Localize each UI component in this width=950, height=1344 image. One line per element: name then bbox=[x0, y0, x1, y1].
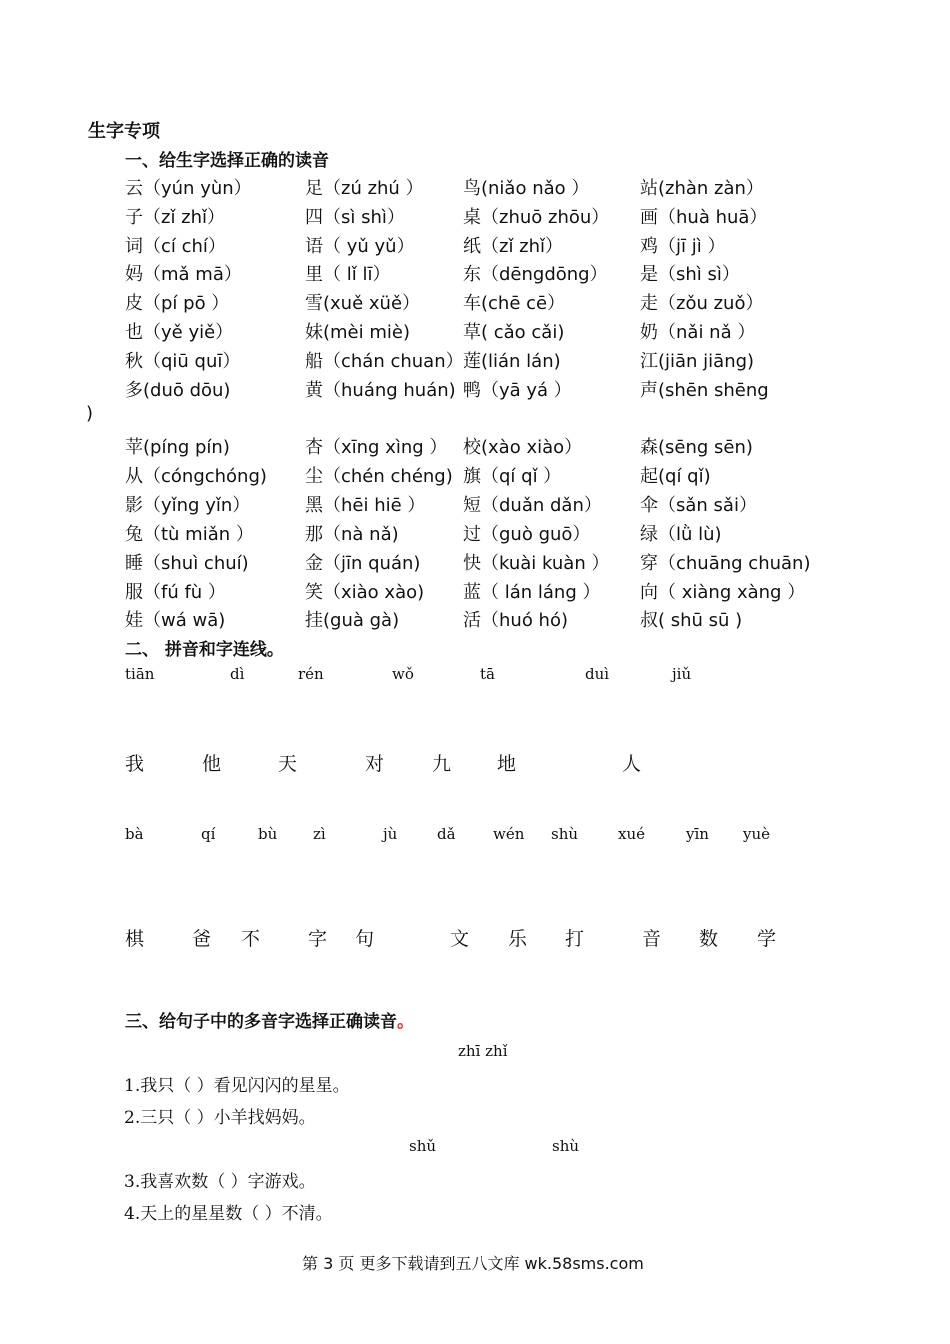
reading-choice-item: 影（yǐng yǐn） bbox=[125, 495, 251, 516]
pinyin-option-shu3: shǔ bbox=[409, 1137, 437, 1155]
reading-choice-item: 蓝（ lán láng ） bbox=[463, 582, 601, 603]
reading-choice-item: 纸（zǐ zhǐ） bbox=[463, 236, 564, 257]
reading-choice-item: 活（huó hó) bbox=[463, 610, 568, 631]
sentence-2: 2.三只（ ）小羊找妈妈。 bbox=[124, 1108, 316, 1128]
reading-choice-item: 兔（tù miǎn ） bbox=[125, 524, 254, 545]
pinyin-item: tiān bbox=[125, 665, 155, 683]
reading-choice-item: 云（yún yùn） bbox=[125, 178, 252, 199]
wrap-bracket: ) bbox=[86, 403, 94, 424]
sentence-4: 4.天上的星星数（ ）不清。 bbox=[124, 1204, 333, 1224]
reading-choice-item: 尘（chén chéng) bbox=[305, 466, 453, 487]
reading-choice-item: 旗（qí qǐ ） bbox=[463, 466, 562, 487]
reading-choice-item: 叔( shū sū ) bbox=[640, 610, 743, 631]
reading-choice-item: 笑（xiào xào) bbox=[305, 582, 425, 603]
sentence-1: 1.我只（ ）看见闪闪的星星。 bbox=[124, 1076, 350, 1096]
hanzi-item: 爸 bbox=[192, 928, 212, 950]
reading-choice-item: 里（ lǐ lī） bbox=[305, 264, 391, 285]
reading-choice-item: 黄（huáng huán) bbox=[305, 380, 456, 401]
reading-choice-item: 草( cǎo cǎi) bbox=[463, 322, 565, 343]
reading-choice-item: 画（huà huā） bbox=[640, 207, 768, 228]
reading-choice-item: 妈（mǎ mā） bbox=[125, 264, 242, 285]
pinyin-item: dì bbox=[230, 665, 245, 683]
reading-choice-item: 妹(mèi miè) bbox=[305, 322, 410, 343]
reading-choice-item: 校(xào xiào） bbox=[463, 437, 583, 458]
pinyin-item: dǎ bbox=[437, 825, 456, 843]
reading-choice-item: 多(duō dōu) bbox=[125, 380, 231, 401]
hanzi-item: 音 bbox=[642, 928, 662, 950]
reading-choice-item: 声(shēn shēng bbox=[640, 380, 769, 401]
hanzi-item: 句 bbox=[355, 928, 375, 950]
hanzi-item: 棋 bbox=[125, 928, 145, 950]
hanzi-item: 学 bbox=[757, 928, 777, 950]
pinyin-item: jiǔ bbox=[672, 665, 692, 683]
hanzi-item: 对 bbox=[365, 753, 385, 775]
reading-choice-item: 船（chán chuan） bbox=[305, 351, 464, 372]
page-title: 生字专项 bbox=[88, 121, 160, 142]
reading-choice-item: 语（ yǔ yǔ） bbox=[305, 236, 415, 257]
section2-heading: 二、 拼音和字连线。 bbox=[125, 640, 284, 660]
pinyin-item: wǒ bbox=[392, 665, 414, 683]
pinyin-item: xué bbox=[618, 825, 645, 843]
reading-choice-item: 皮（pí pō ） bbox=[125, 293, 230, 314]
reading-choice-item: 子（zǐ zhǐ） bbox=[125, 207, 226, 228]
reading-choice-item: 也（yě yiě） bbox=[125, 322, 234, 343]
reading-choice-item: 过（guò guō） bbox=[463, 524, 591, 545]
pinyin-item: yīn bbox=[686, 825, 709, 843]
page-footer: 第 3 页 更多下载请到五八文库 wk.58sms.com bbox=[302, 1254, 644, 1273]
hanzi-item: 地 bbox=[497, 753, 517, 775]
reading-choice-item: 四（sì shì） bbox=[305, 207, 405, 228]
reading-choice-item: 从（cóngchóng) bbox=[125, 466, 267, 487]
pinyin-item: bù bbox=[258, 825, 278, 843]
section3-heading-text: 三、给句子中的多音字选择正确读音 bbox=[125, 1012, 397, 1032]
hanzi-item: 字 bbox=[308, 928, 328, 950]
reading-choice-item: 那（nà nǎ) bbox=[305, 524, 399, 545]
pinyin-item: zì bbox=[313, 825, 326, 843]
reading-choice-item: 鸡（jī jì ） bbox=[640, 236, 726, 257]
reading-choice-item: 江(jiān jiāng) bbox=[640, 351, 755, 372]
reading-choice-item: 苹(píng pín) bbox=[125, 437, 230, 458]
hanzi-item: 打 bbox=[565, 928, 585, 950]
pinyin-item: yuè bbox=[743, 825, 771, 843]
pinyin-item: tā bbox=[480, 665, 495, 683]
hanzi-item: 不 bbox=[241, 928, 261, 950]
reading-choice-item: 鸭（yā yá ） bbox=[463, 380, 572, 401]
pinyin-item: shù bbox=[551, 825, 579, 843]
pinyin-item: qí bbox=[201, 825, 216, 843]
pinyin-options-zhi: zhī zhǐ bbox=[458, 1042, 508, 1060]
pinyin-item: jù bbox=[383, 825, 398, 843]
reading-choice-item: 娃（wá wā) bbox=[125, 610, 226, 631]
reading-choice-item: 词（cí chí） bbox=[125, 236, 226, 257]
pinyin-item: rén bbox=[298, 665, 324, 683]
reading-choice-item: 桌（zhuō zhōu） bbox=[463, 207, 610, 228]
reading-choice-item: 雪(xuě xüě） bbox=[305, 293, 421, 314]
pinyin-item: bà bbox=[125, 825, 144, 843]
sentence-3: 3.我喜欢数（ ）字游戏。 bbox=[124, 1172, 316, 1192]
reading-choice-item: 绿（lǜ lù) bbox=[640, 524, 722, 545]
reading-choice-item: 莲(lián lán) bbox=[463, 351, 561, 372]
reading-choice-item: 走（zǒu zuǒ） bbox=[640, 293, 764, 314]
pinyin-item: wén bbox=[493, 825, 525, 843]
reading-choice-item: 穿（chuāng chuān) bbox=[640, 553, 811, 574]
hanzi-item: 他 bbox=[202, 753, 222, 775]
reading-choice-item: 鸟(niǎo nǎo ） bbox=[463, 178, 590, 199]
reading-choice-item: 起(qí qǐ) bbox=[640, 466, 711, 487]
reading-choice-item: 服（fú fù ） bbox=[125, 582, 226, 603]
reading-choice-item: 向（ xiàng xàng ） bbox=[640, 582, 806, 603]
reading-choice-item: 东（dēngdōng） bbox=[463, 264, 608, 285]
reading-choice-item: 杏（xīng xìng ） bbox=[305, 437, 448, 458]
reading-choice-item: 森(sēng sēn) bbox=[640, 437, 753, 458]
reading-choice-item: 车(chē cē） bbox=[463, 293, 566, 314]
reading-choice-item: 短（duǎn dǎn） bbox=[463, 495, 602, 516]
pinyin-option-shu4: shù bbox=[552, 1137, 580, 1155]
reading-choice-item: 金（jīn quán) bbox=[305, 553, 421, 574]
reading-choice-item: 奶（nǎi nǎ ） bbox=[640, 322, 756, 343]
reading-choice-item: 黑（hēi hiē ） bbox=[305, 495, 426, 516]
reading-choice-item: 站(zhàn zàn） bbox=[640, 178, 764, 199]
hanzi-item: 我 bbox=[125, 753, 145, 775]
section3-heading bbox=[125, 1007, 414, 1032]
hanzi-item: 九 bbox=[432, 753, 452, 775]
hanzi-item: 乐 bbox=[508, 928, 528, 950]
reading-choice-item: 挂(guà gà) bbox=[305, 610, 400, 631]
hanzi-item: 文 bbox=[450, 928, 470, 950]
reading-choice-item: 是（shì sì） bbox=[640, 264, 740, 285]
hanzi-item: 天 bbox=[278, 753, 298, 775]
reading-choice-item: 伞（sǎn sǎi） bbox=[640, 495, 757, 516]
reading-choice-item: 快（kuài kuàn ） bbox=[463, 553, 610, 574]
reading-choice-item: 秋（qiū quī） bbox=[125, 351, 241, 372]
reading-choice-item: 足（zú zhú ） bbox=[305, 178, 424, 199]
section3-heading-mark: 。 bbox=[397, 1012, 414, 1032]
reading-choice-item: 睡（shuì chuí) bbox=[125, 553, 249, 574]
pinyin-item: duì bbox=[585, 665, 610, 683]
hanzi-item: 人 bbox=[622, 753, 642, 775]
section1-heading: 一、给生字选择正确的读音 bbox=[125, 151, 329, 171]
hanzi-item: 数 bbox=[699, 928, 719, 950]
